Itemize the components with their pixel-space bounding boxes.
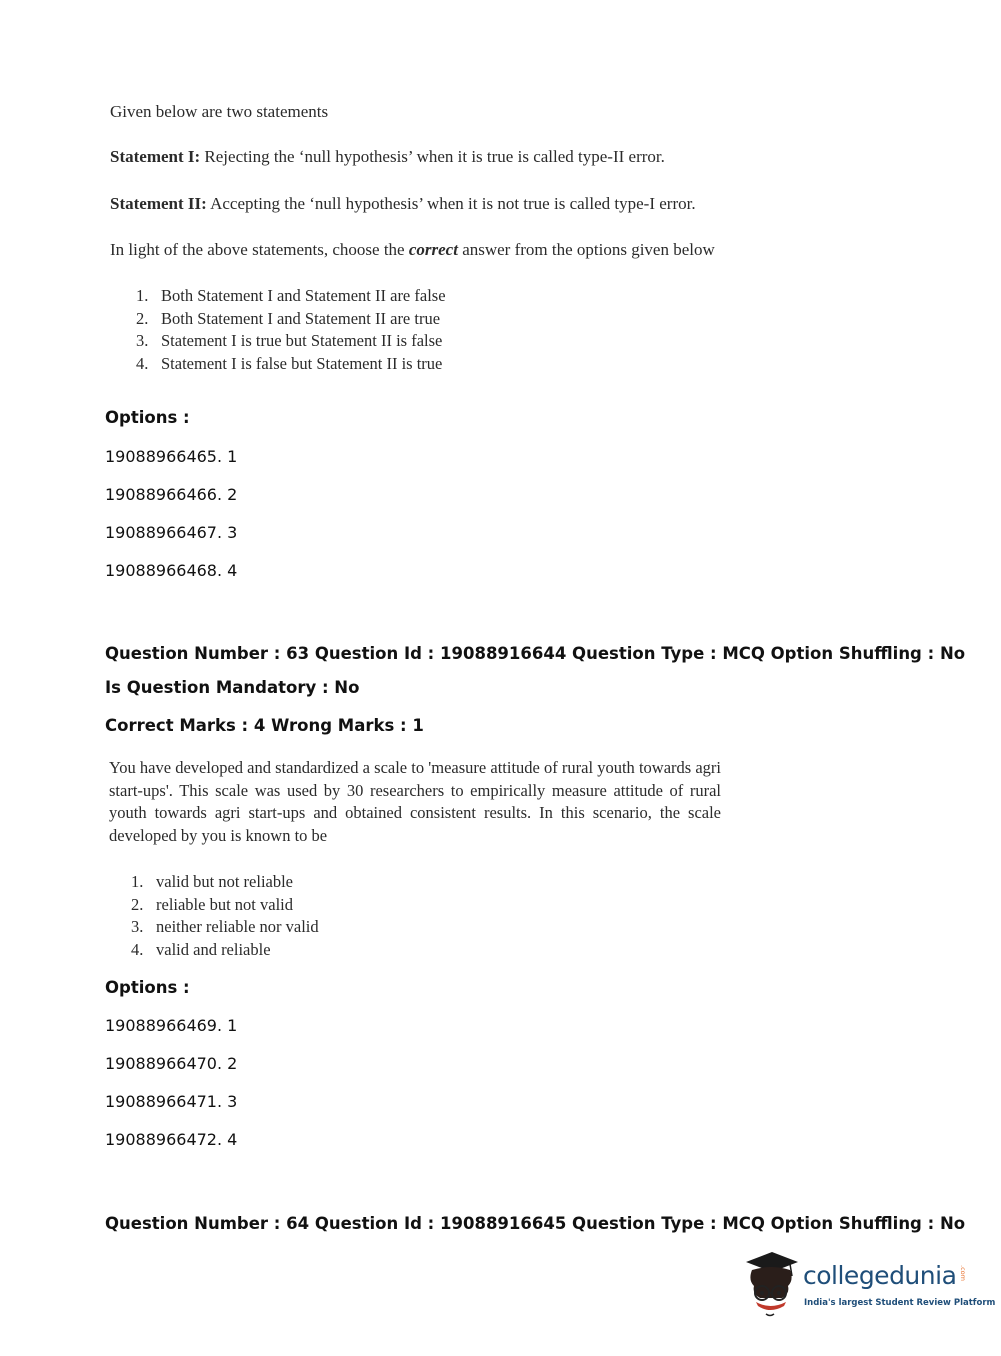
choice-item	[131, 894, 319, 917]
logo-tld: .com	[959, 1265, 967, 1281]
instruction-line	[110, 240, 715, 260]
choice-item	[131, 939, 319, 962]
statement-1-label: Statement I:	[110, 147, 201, 166]
q63-marks: Correct Marks : 4 Wrong Marks : 1	[105, 716, 424, 735]
instruction-pre: In light of the above statements, choose the	[110, 240, 409, 259]
statement-1-text: Rejecting the ‘null hypothesis’ when it is true is called type-II error.	[200, 147, 665, 166]
logo-name: collegedunia	[803, 1261, 957, 1290]
choice-text: Statement I is true but Statement II is false	[161, 331, 443, 351]
choice-text: Both Statement I and Statement II are true	[161, 308, 441, 328]
q62-option-4: 19088966468. 4	[105, 561, 238, 580]
choice-text: valid but not reliable	[156, 872, 294, 891]
choice-item	[136, 330, 446, 353]
choice-text: Both Statement I and Statement II are false	[161, 286, 446, 305]
q62-options-heading: Options :	[105, 408, 190, 427]
q63-options-heading: Options :	[105, 978, 190, 997]
q63-question-text: You have developed and standardized a scale to 'measure attitude of rural youth towards agri start-ups'. This scale was used by 30 researchers to empirically measure attitude of rural youth towards agri start-ups and obtained consistent results. In this scenario, the scale developed by you is known to be	[109, 758, 721, 846]
q63-mandatory: Is Question Mandatory : No	[105, 678, 360, 697]
statement-2-text: Accepting the ‘null hypothesis’ when it is not true is called type-I error.	[206, 194, 696, 213]
instruction-post: answer from the options given below	[457, 240, 715, 259]
mascot-icon	[742, 1250, 800, 1318]
statement-1	[110, 147, 665, 167]
logo-tagline: India's largest Student Review Platform	[804, 1298, 996, 1308]
choice-item	[136, 285, 446, 308]
choice-number: 1.	[136, 286, 149, 305]
statement-2-label: Statement II:	[110, 194, 207, 213]
q63-option-2: 19088966470. 2	[105, 1054, 238, 1073]
choice-item	[136, 308, 446, 331]
q62-choice-list	[136, 285, 446, 376]
choice-item	[136, 353, 446, 376]
choice-number: 1.	[131, 872, 144, 891]
q63-option-3: 19088966471. 3	[105, 1092, 238, 1111]
q63-option-1: 19088966469. 1	[105, 1016, 238, 1035]
statements-intro: Given below are two statements	[110, 102, 329, 121]
q63-option-4: 19088966472. 4	[105, 1130, 238, 1149]
choice-text: neither reliable nor valid	[156, 917, 319, 937]
choice-number: 2.	[136, 308, 149, 328]
choice-number: 3.	[136, 331, 149, 351]
choice-number: 4.	[136, 354, 149, 374]
choice-text: valid and reliable	[156, 940, 271, 960]
statement-2	[110, 194, 696, 214]
choice-number: 4.	[131, 940, 144, 960]
q63-choice-list	[131, 871, 319, 962]
collegedunia-logo[interactable]	[742, 1250, 996, 1320]
q62-option-2: 19088966466. 2	[105, 485, 238, 504]
choice-number: 3.	[131, 917, 144, 937]
choice-text: reliable but not valid	[156, 894, 294, 914]
choice-text: Statement I is false but Statement II is true	[161, 354, 443, 374]
q63-header: Question Number : 63 Question Id : 19088916644 Question Type : MCQ Option Shuffling : No	[105, 644, 966, 663]
choice-item	[131, 871, 319, 894]
q62-option-1: 19088966465. 1	[105, 447, 238, 466]
q62-option-3: 19088966467. 3	[105, 523, 238, 542]
instruction-emphasis: correct	[408, 240, 458, 259]
choice-number: 2.	[131, 894, 144, 914]
q64-header: Question Number : 64 Question Id : 19088916645 Question Type : MCQ Option Shuffling : No	[105, 1214, 966, 1233]
choice-item	[131, 916, 319, 939]
